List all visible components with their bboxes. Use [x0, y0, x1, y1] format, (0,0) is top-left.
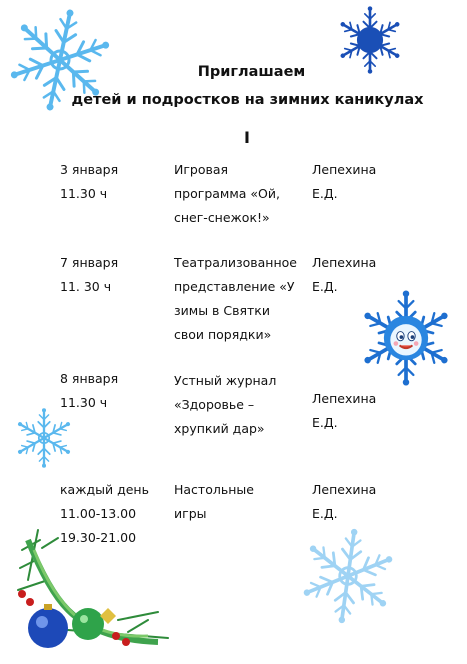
- schedule-event: Настольные игры: [174, 482, 254, 521]
- snowflake-icon: [14, 408, 74, 468]
- schedule-event: Театрализованное представление «У зимы в Святки свои порядки»: [174, 255, 297, 342]
- schedule-date: 8 января 11.30 ч: [60, 371, 119, 410]
- schedule-event: Игровая программа «Ой, снег-снежок!»: [174, 162, 280, 225]
- snowflake-face-icon: [358, 290, 454, 386]
- schedule-host: Лепехина Е.Д.: [312, 482, 377, 521]
- schedule-event: Устный журнал «Здоровье – хрупкий дар»: [174, 373, 277, 436]
- schedule-date: 3 января 11.30 ч: [60, 162, 119, 201]
- schedule-host: Лепехина Е.Д.: [312, 162, 377, 201]
- schedule-host: Лепехина Е.Д.: [312, 391, 377, 430]
- page-subtitle: детей и подростков на зимних каникулах: [71, 92, 424, 108]
- schedule-host: Лепехина Е.Д.: [312, 255, 377, 294]
- snowflake-icon: [300, 528, 396, 624]
- schedule-date: каждый день 11.00-13.00 19.30-21.00: [60, 482, 149, 545]
- section-mark: I: [244, 128, 250, 147]
- page-title: Приглашаем: [197, 64, 306, 80]
- schedule-date: 7 января 11. 30 ч: [60, 255, 119, 294]
